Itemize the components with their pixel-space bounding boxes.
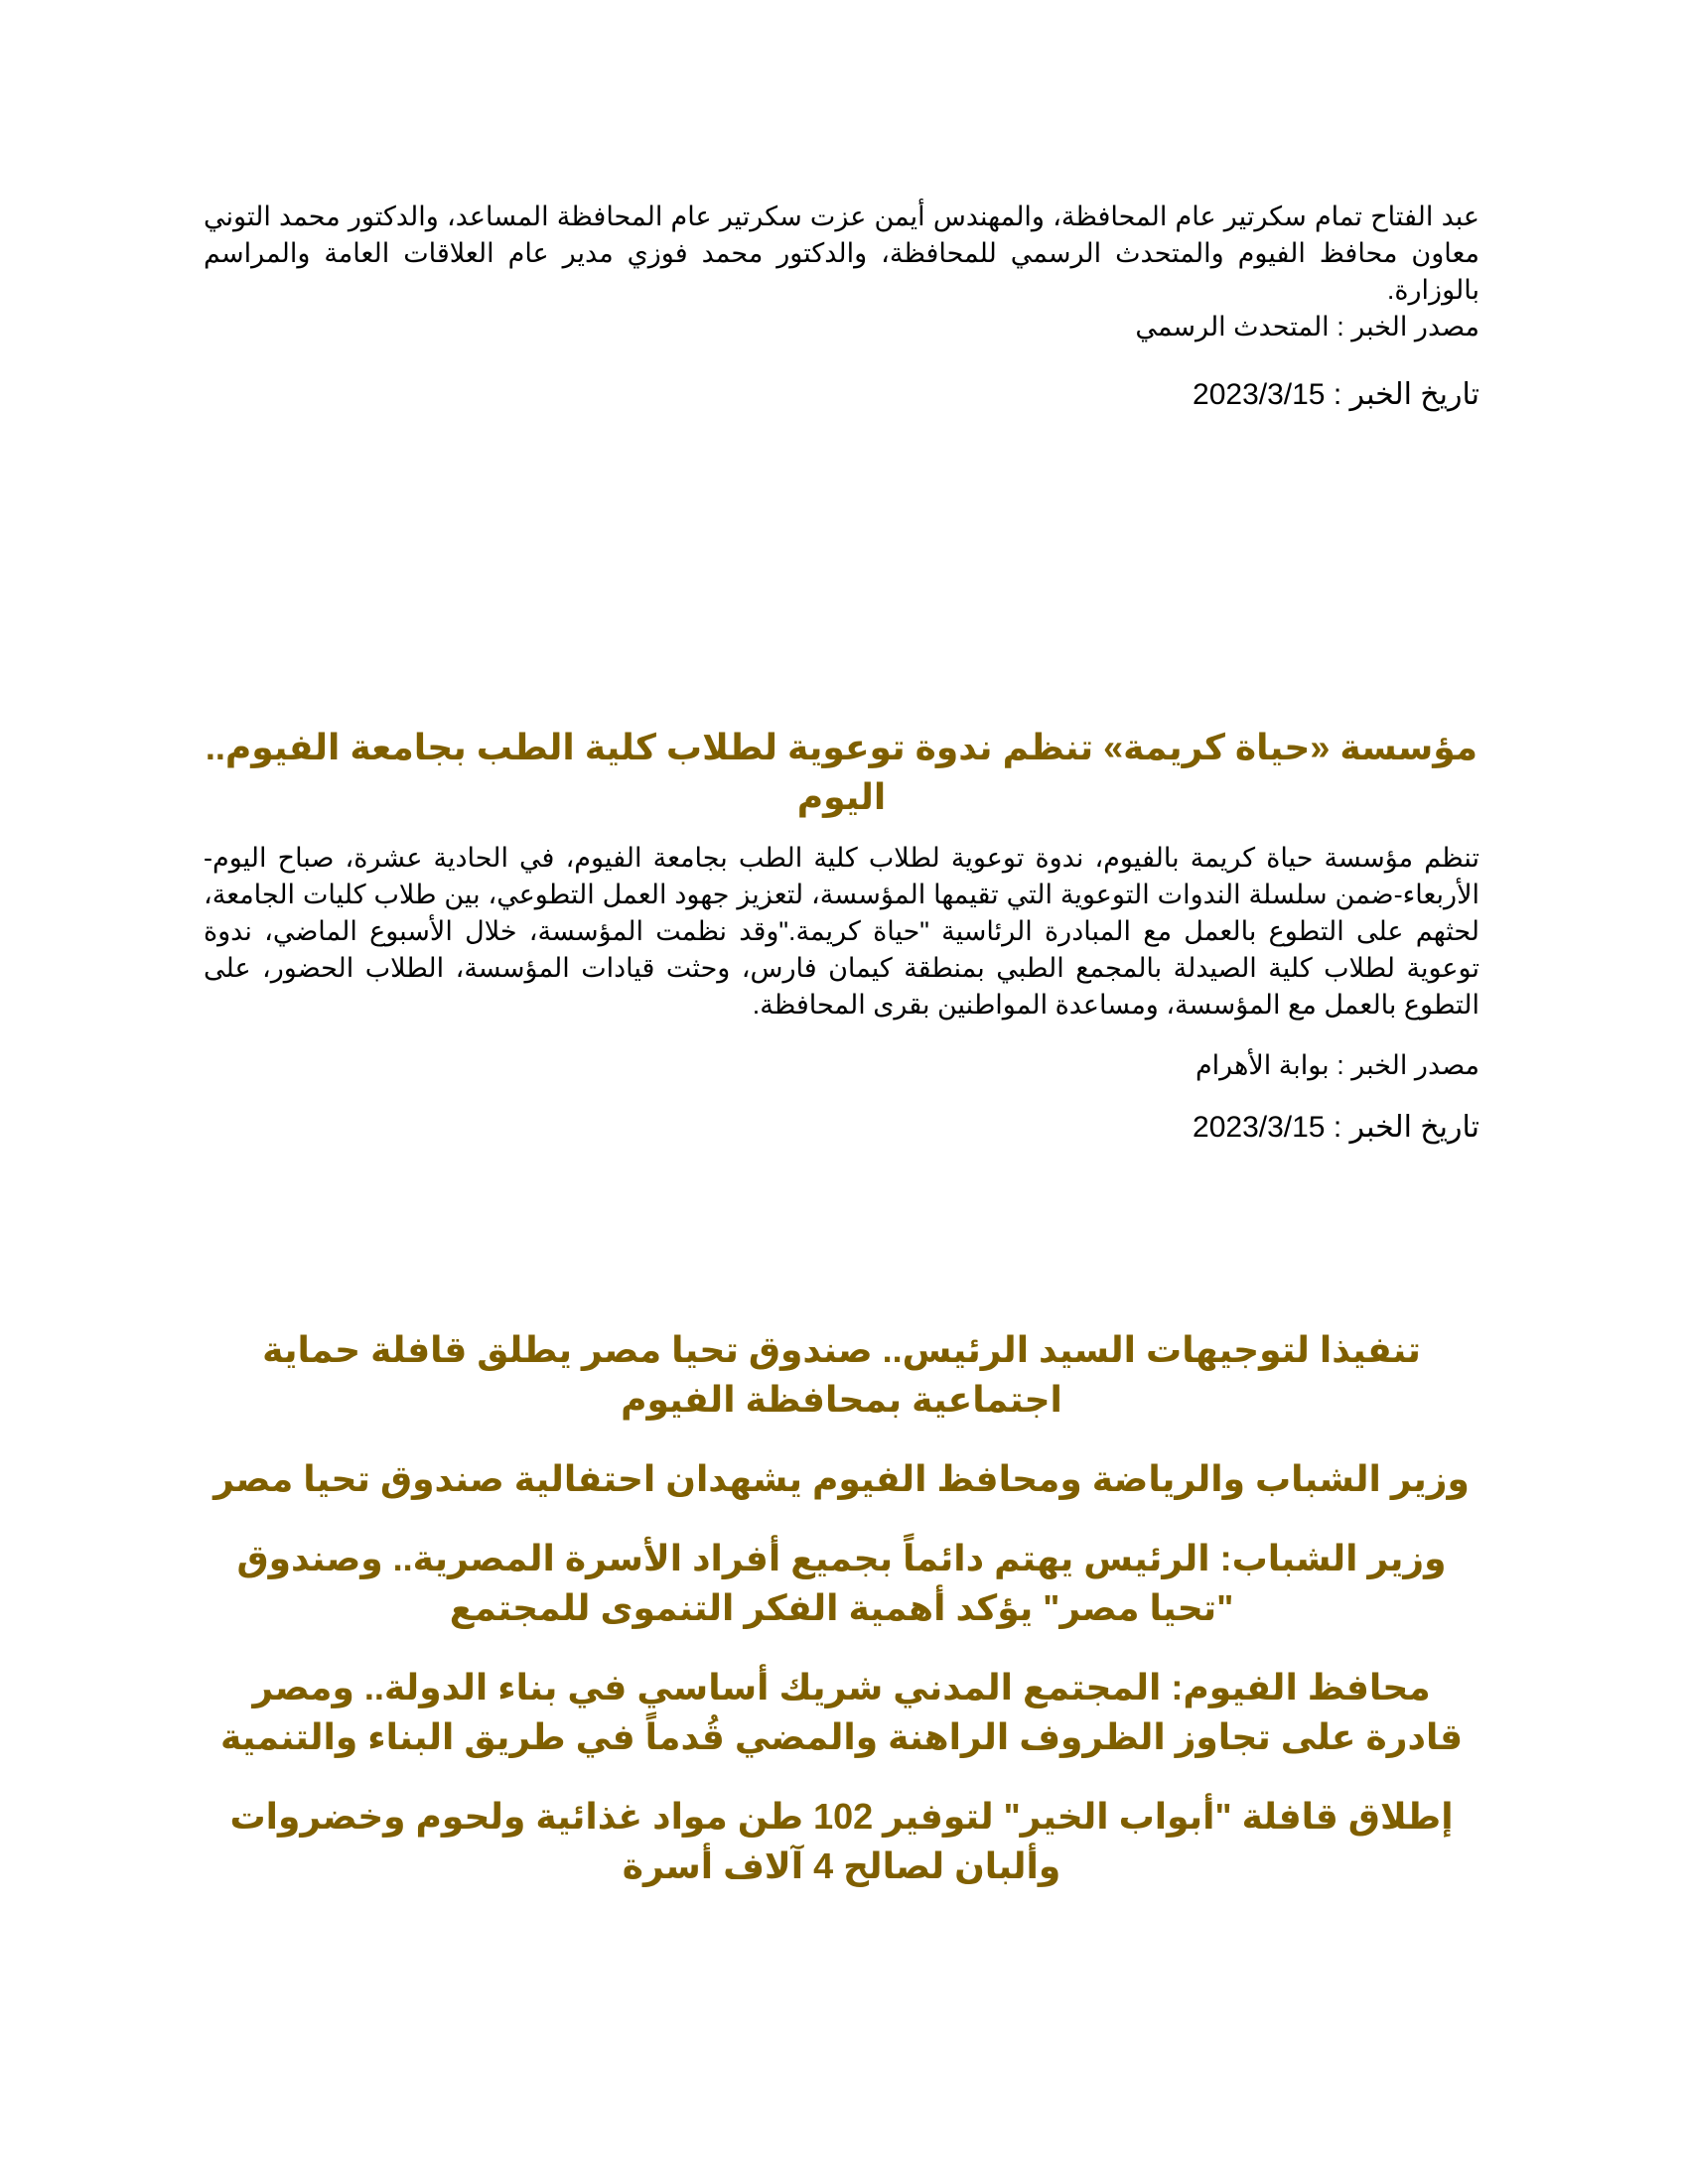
news-source: [204, 1047, 1479, 1084]
news-subheadline: إطلاق قافلة "أبواب الخير" لتوفير 102 طن مواد غذائية ولحوم وخضروات وألبان لصالح 4 آلاف أسرة: [229, 1796, 1454, 1886]
date-value: 2023/3/15: [1193, 378, 1326, 411]
date-label: تاريخ الخبر :: [1333, 378, 1479, 411]
news-headline-main: تنفيذا لتوجيهات السيد الرئيس.. صندوق تحيا مصر يطلق قافلة حماية اجتماعية بمحافظة الفيوم: [262, 1329, 1421, 1420]
news-body: تنظم مؤسسة حياة كريمة بالفيوم، ندوة توعوية لطلاب كلية الطب بجامعة الفيوم، في الحادية عشرة، صباح اليوم-الأربعاء-ضمن سلسلة الندوات التوعوية التي تقيمها المؤسسة، لتعزيز جهود العمل التطوعي، بين طلاب كليات الجامعة، لحثهم على التطوع بالعمل مع المبادرة الرئاسية "حياة كريمة."وقد نظمت المؤسسة، خلال الأسبوع الماضي، ندوة توعوية لطلاب كلية الصيدلة بالمجمع الطبي بمنطقة كيمان فارس، وحثت قيادات المؤسسة، الطلاب الحضور، على التطوع بالعمل مع المؤسسة، ومساعدة المواطنين بقرى المحافظة.: [204, 843, 1479, 1020]
source-label: مصدر الخبر :: [1336, 1050, 1479, 1080]
date-value: 2023/3/15: [1193, 1111, 1326, 1144]
news-subheadline: وزير الشباب والرياضة ومحافظ الفيوم يشهدان احتفالية صندوق تحيا مصر: [213, 1458, 1470, 1499]
date-label: تاريخ الخبر :: [1333, 1111, 1479, 1144]
source-value: المتحدث الرسمي: [1135, 312, 1330, 341]
news-date: [204, 1108, 1479, 1148]
source-value: بوابة الأهرام: [1195, 1050, 1330, 1080]
news-source: [204, 309, 1479, 345]
news-body: عبد الفتاح تمام سكرتير عام المحافظة، والمهندس أيمن عزت سكرتير عام المحافظة المساعد، والدكتور محمد التوني معاون محافظ الفيوم والمتحدث الرسمي للمحافظة، والدكتور محمد فوزي مدير عام العلاقات العامة والمراسم بالوزارة.: [204, 202, 1479, 305]
news-date: [204, 375, 1479, 415]
news-headline: مؤسسة «حياة كريمة» تنظم ندوة توعوية لطلاب كلية الطب بجامعة الفيوم.. اليوم: [205, 727, 1478, 817]
news-item-2: [204, 723, 1479, 1148]
news-subheadline: وزير الشباب: الرئيس يهتم دائماً بجميع أفراد الأسرة المصرية.. وصندوق "تحيا مصر" يؤكد أهمية الفكر التنموى للمجتمع: [236, 1538, 1447, 1628]
source-label: مصدر الخبر :: [1336, 312, 1479, 341]
news-subheadline: محافظ الفيوم: المجتمع المدني شريك أساسي في بناء الدولة.. ومصر قادرة على تجاوز الظروف الراهنة والمضي قُدماً في طريق البناء والتنمية: [219, 1667, 1464, 1757]
news-item-3: [204, 1325, 1479, 1921]
news-item-1: [204, 199, 1479, 415]
